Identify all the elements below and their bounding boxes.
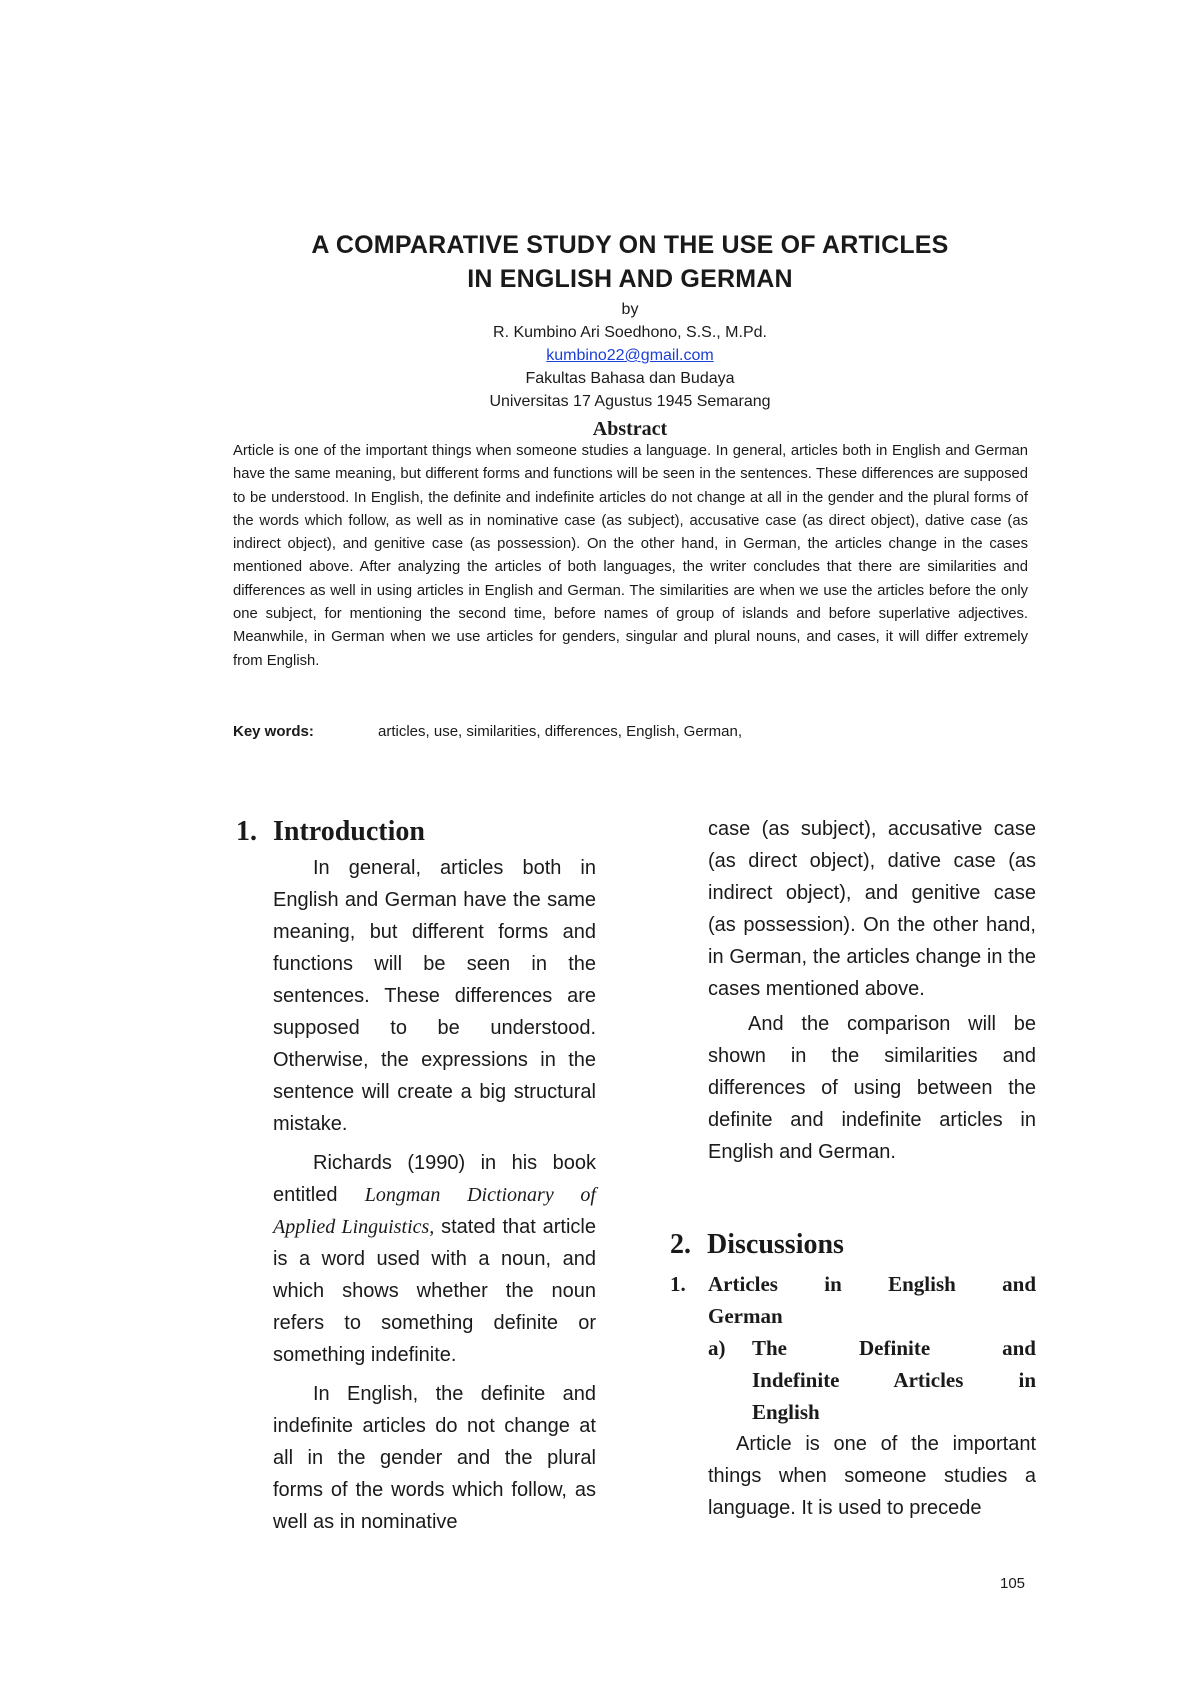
author-name: R. Kumbino Ari Soedhono, S.S., M.Pd. — [493, 324, 767, 341]
paper-title-line-1: A COMPARATIVE STUDY ON THE USE OF ARTICLES — [311, 231, 949, 259]
subsection-a-line-3: English — [752, 1400, 820, 1424]
subsection-title-line-1: Articles in English and — [708, 1272, 1036, 1296]
section-title: Discussions — [707, 1229, 844, 1260]
right-paragraph-2: And the comparison will be shown in the similarities and differences of using between the definite and indefinite articles in English and German. — [708, 1013, 1036, 1163]
keywords-label: Key words: — [233, 723, 314, 740]
university: Universitas 17 Agustus 1945 Semarang — [489, 393, 771, 410]
faculty: Fakultas Bahasa dan Budaya — [525, 370, 735, 387]
discussions-heading — [670, 1228, 844, 1262]
section-number: 2. — [670, 1229, 691, 1260]
subsection-title-line-2: German — [708, 1304, 783, 1328]
intro-paragraph-3: In English, the definite and indefinite articles do not change at all in the gender and the plural forms of the words which follow, as well as in nominative — [273, 1383, 596, 1533]
right-paragraph-1: case (as subject), accusative case (as direct object), dative case (as indirect object), and genitive case (as possession). On the other hand, in German, the articles change in the cases mentioned above. — [708, 818, 1036, 1000]
intro-p2-text-a: Richards (1990) in his book entitled — [273, 1152, 596, 1206]
keywords — [233, 721, 742, 743]
intro-paragraph-1: In general, articles both in English and German have the same meaning, but different forms and functions will be seen in the sentences. These differences are supposed to be understood. Otherwise, the expressions in the sentence will create a big structural mistake. — [273, 857, 596, 1135]
abstract-text: Article is one of the important things when someone studies a language. In general, articles both in English and German have the same meaning, but different forms and functions will be seen in the sentences. These differences are supposed to be understood. In English, the definite and indefinite articles do not change at all in the gender and the plural forms of the words which follow, as well as in nominative case (as subject), accusative case (as direct object), dative case (as indirect object), and genitive case (as possession). On the other hand, in German, the articles change in the cases mentioned above. After analyzing the articles of both languages, the writer concludes that there are similarities and differences as well in using articles in English and German. The similarities are when we use the articles before the only one subject, for mentioning the second time, before names of group of islands and before superlative adjectives. Meanwhile, in German when we use articles for genders, singular and plural nouns, and cases, it will differ extremely from English. — [233, 443, 1028, 669]
author-email-link[interactable]: kumbino22@gmail.com — [546, 347, 714, 364]
by-label: by — [621, 301, 639, 318]
discussion-paragraph-1: Article is one of the important things when someone studies a language. It is used to precede — [708, 1433, 1036, 1519]
discussion-body — [708, 1428, 1036, 1524]
paper-header — [230, 228, 1030, 442]
paper-title-line-2: IN ENGLISH AND GERMAN — [467, 265, 793, 293]
book-title: Longman Dictionary of Applied Linguistics, — [273, 1184, 596, 1238]
right-column-text — [708, 813, 1036, 1168]
subsection-number: 1. — [670, 1272, 686, 1296]
intro-paragraph-2 — [273, 1147, 596, 1371]
subsection-a-line-1: The Definite and — [752, 1336, 1036, 1360]
keywords-list: articles, use, similarities, differences, English, German, — [378, 723, 743, 740]
page-number: 105 — [1000, 1575, 1026, 1592]
abstract-heading: Abstract — [592, 418, 668, 440]
intro-p2-text-b: stated that article is a word used with a noun, and which shows whether the noun refers to something definite or something indefinite. — [273, 1216, 596, 1366]
subsection-a-line-2: Indefinite Articles in — [752, 1368, 1036, 1392]
section-title: Introduction — [273, 816, 425, 847]
section-number: 1. — [236, 816, 257, 847]
introduction-heading — [236, 815, 425, 849]
subsection-label: a) — [708, 1336, 726, 1360]
introduction-body — [273, 852, 596, 1538]
